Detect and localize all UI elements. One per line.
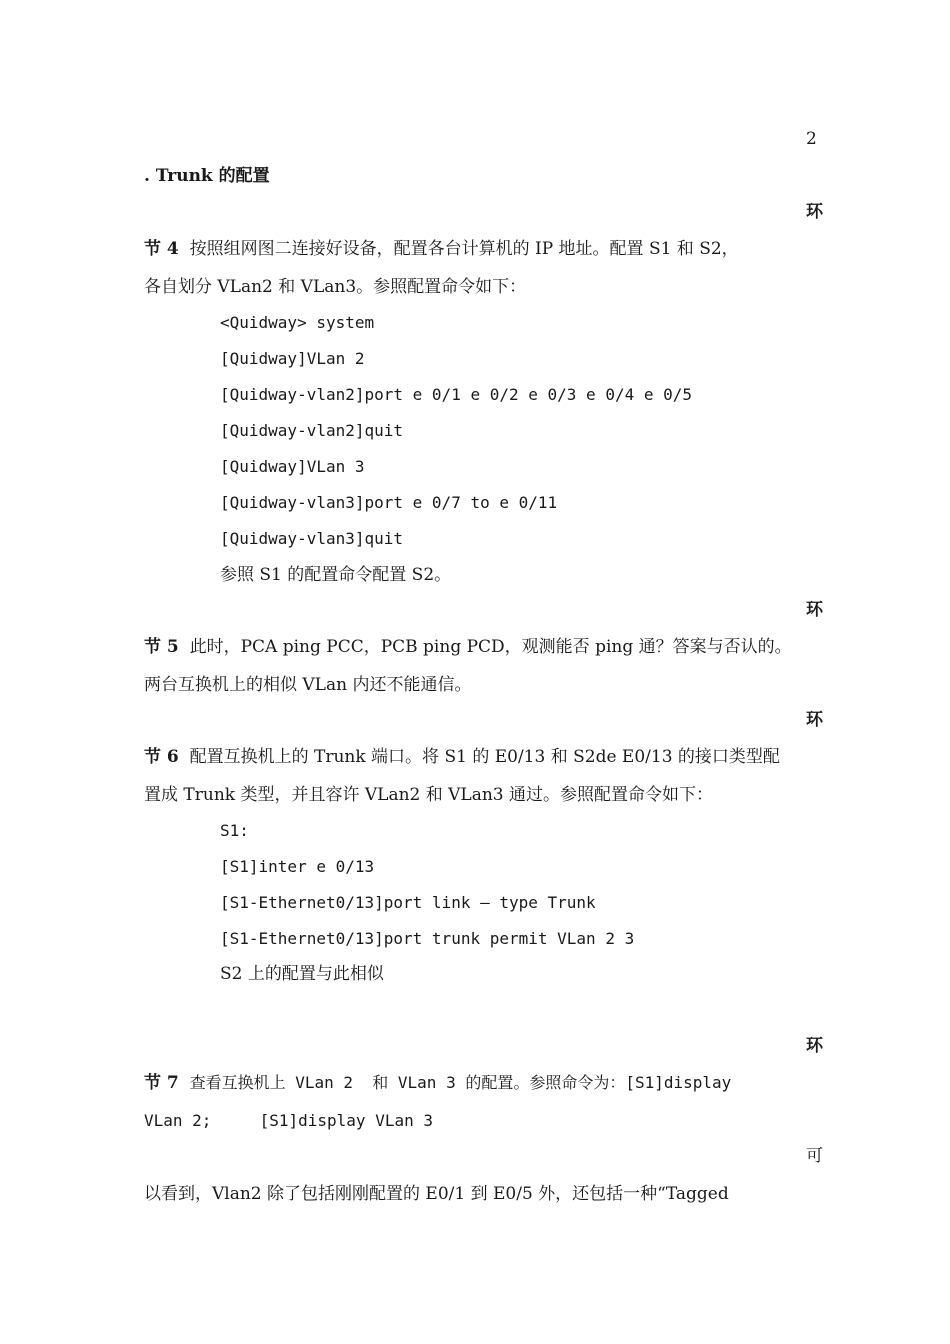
code-line: [Quidway-vlan3]quit: [220, 529, 404, 548]
step-4-line1: 节 4 按照组网图二连接好设备，配置各台计算机的 IP 地址。配置 S1 和 S2，: [144, 239, 739, 259]
code-line: [S1-Ethernet0/13]port trunk permit VLan 2 3: [220, 929, 635, 948]
step-5-line2: 两台互换机上的相似 VLan 内还不能通信。: [144, 675, 472, 695]
step-marker: 环: [806, 202, 823, 222]
step-note: 参照 S1 的配置命令配置 S2。: [220, 565, 452, 585]
step-label: 节 5: [144, 637, 179, 657]
step-5-line1: 节 5 此时，PCA ping PCC，PCB ping PCD，观测能否 ping 通？答案与否认的。: [144, 637, 792, 657]
step-4-line2: 各自划分 VLan2 和 VLan3。参照配置命令如下：: [144, 277, 527, 297]
code-line: [S1]inter e 0/13: [220, 857, 375, 876]
step-marker: 环: [806, 600, 823, 620]
code-line: [Quidway-vlan2]port e 0/1 e 0/2 e 0/3 e 0/4 e 0/5: [220, 385, 693, 404]
step-note: S2 上的配置与此相似: [220, 964, 384, 984]
code-line: S1:: [220, 821, 249, 840]
code-line: [Quidway-vlan2]quit: [220, 421, 404, 440]
section-heading: . Trunk 的配置: [144, 166, 270, 186]
step-label: 节 7: [144, 1073, 179, 1093]
step-6-line1: 节 6 配置互换机上的 Trunk 端口。将 S1 的 E0/13 和 S2de E0/13 的接口类型配: [144, 747, 780, 767]
code-line: <Quidway> system: [220, 313, 375, 332]
step-6-line2: 置成 Trunk 类型，并且容许 VLan2 和 VLan3 通过。参照配置命令如下：: [144, 785, 714, 805]
code-line: [Quidway-vlan3]port e 0/7 to e 0/11: [220, 493, 558, 512]
code-line: [Quidway]VLan 3: [220, 457, 365, 476]
step-marker: 环: [806, 1036, 823, 1056]
step-marker: 环: [806, 710, 823, 730]
step-7-line1: 节 7 查看互换机上 VLan 2 和 VLan 3 的配置。参照命令为：[S1]display: [144, 1073, 732, 1093]
step-7-line2: VLan 2; [S1]display VLan 3: [144, 1111, 433, 1130]
step-label: 节 4: [144, 239, 179, 259]
page-number: 2: [806, 129, 817, 149]
step-label: 节 6: [144, 747, 179, 767]
trailing-char: 可: [806, 1146, 823, 1166]
code-line: [S1-Ethernet0/13]port link – type Trunk: [220, 893, 596, 912]
trailing-line: 以看到，Vlan2 除了包括刚刚配置的 E0/1 到 E0/5 外，还包括一种“Tagged: [144, 1184, 729, 1204]
code-line: [Quidway]VLan 2: [220, 349, 365, 368]
